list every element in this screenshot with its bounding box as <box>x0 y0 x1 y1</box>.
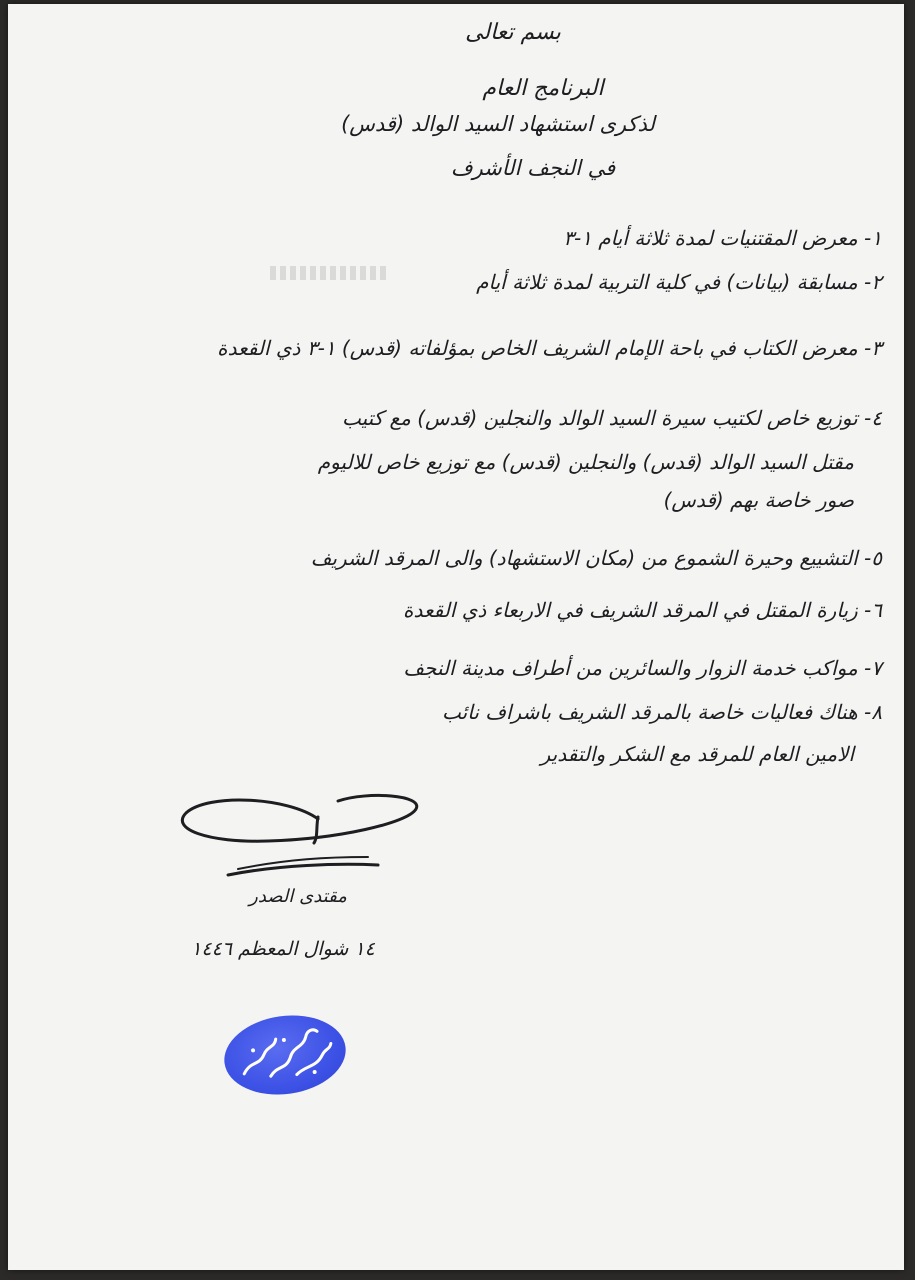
erased-text-mark <box>270 266 390 280</box>
program-item-4-line-3: صور خاصة بهم (قدس) <box>663 488 854 512</box>
document-subtitle: لذكرى استشهاد السيد الوالد (قدس) <box>341 112 655 136</box>
document-page <box>8 4 904 1270</box>
program-item-8-line-1: ٨- هناك فعاليات خاصة بالمرقد الشريف باشراف نائب <box>442 700 882 724</box>
signer-name: مقتدى الصدر <box>249 886 347 907</box>
seal-calligraphy-icon <box>219 1008 351 1102</box>
program-item-5: ٥- التشييع وحيرة الشموع من (مكان الاستشهاد) والى المرقد الشريف <box>310 546 882 570</box>
document-location: في النجف الأشرف <box>450 156 616 180</box>
program-item-4-line-2: مقتل السيد الوالد (قدس) والنجلين (قدس) مع توزيع خاص للاليوم <box>317 450 854 474</box>
program-item-4-line-1: ٤- توزيع خاص لكتيب سيرة السيد الوالد والنجلين (قدس) مع كتيب <box>341 406 882 430</box>
program-item-1: ١- معرض المقتنيات لمدة ثلاثة أيام ١-٣ <box>563 226 882 250</box>
document-date: ١٤ شوال المعظم ١٤٤٦ <box>191 938 375 960</box>
bismillah-heading: بسم تعالى <box>465 20 561 45</box>
program-item-3: ٣- معرض الكتاب في باحة الإمام الشريف الخاص بمؤلفاته (قدس) ١-٣ ذي القعدة <box>217 336 882 360</box>
program-item-6: ٦- زيارة المقتل في المرقد الشريف في الاربعاء ذي القعدة <box>402 598 882 622</box>
official-seal <box>219 1008 351 1102</box>
program-item-7: ٧- مواكب خدمة الزوار والسائرين من أطراف مدينة النجف <box>403 656 882 680</box>
document-title: البرنامج العام <box>482 76 604 101</box>
program-item-8-line-2: الامين العام للمرقد مع الشكر والتقدير <box>540 742 854 766</box>
handwritten-signature <box>168 779 428 899</box>
program-item-2: ٢- مسابقة (بيانات) في كلية التربية لمدة ثلاثة أيام <box>476 270 882 294</box>
